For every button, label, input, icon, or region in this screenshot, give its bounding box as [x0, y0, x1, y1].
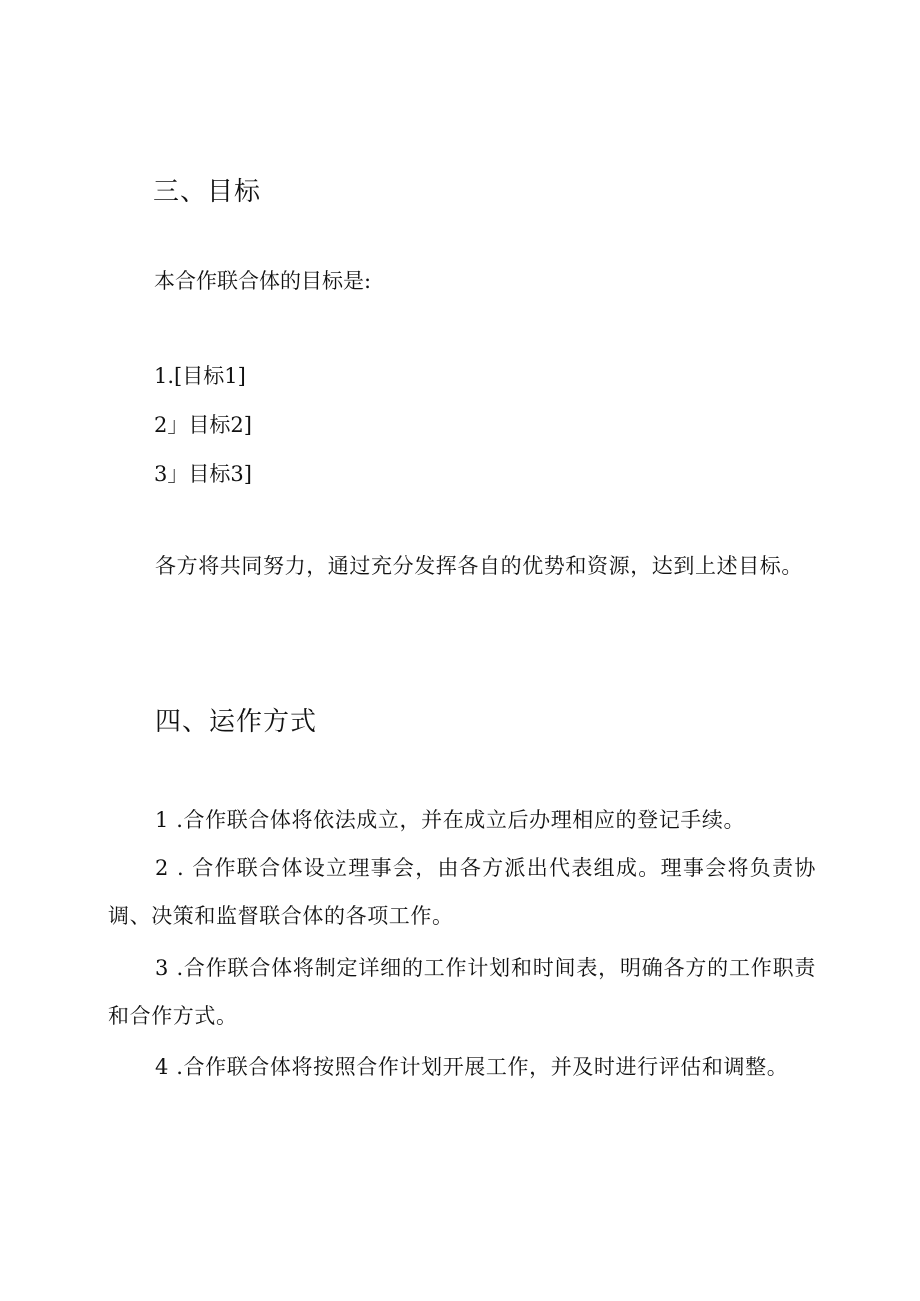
goal-item-1: 1.[目标1]: [154, 364, 246, 388]
goal-item-3: 3」目标3]: [154, 462, 252, 486]
section-3-conclusion: 各方将共同努力，通过充分发挥各自的优势和资源，达到上述目标。: [155, 554, 803, 578]
operation-item-3: 3 .合作联合体将制定详细的工作计划和时间表，明确各方的工作职责和合作方式。: [108, 956, 816, 1028]
operation-item-1: 1 .合作联合体将依法成立，并在成立后办理相应的登记手续。: [155, 808, 746, 832]
section-4-heading: 四、运作方式: [155, 707, 318, 737]
goal-item-2: 2」目标2]: [154, 413, 252, 437]
operation-item-2: 2 . 合作联合体设立理事会，由各方派出代表组成。理事会将负责协调、决策和监督联合体的各项工作。: [108, 856, 816, 928]
section-3-intro: 本合作联合体的目标是:: [154, 269, 372, 293]
operation-item-4: 4 .合作联合体将按照合作计划开展工作，并及时进行评估和调整。: [155, 1055, 789, 1079]
section-3-heading: 三、目标: [153, 177, 262, 207]
